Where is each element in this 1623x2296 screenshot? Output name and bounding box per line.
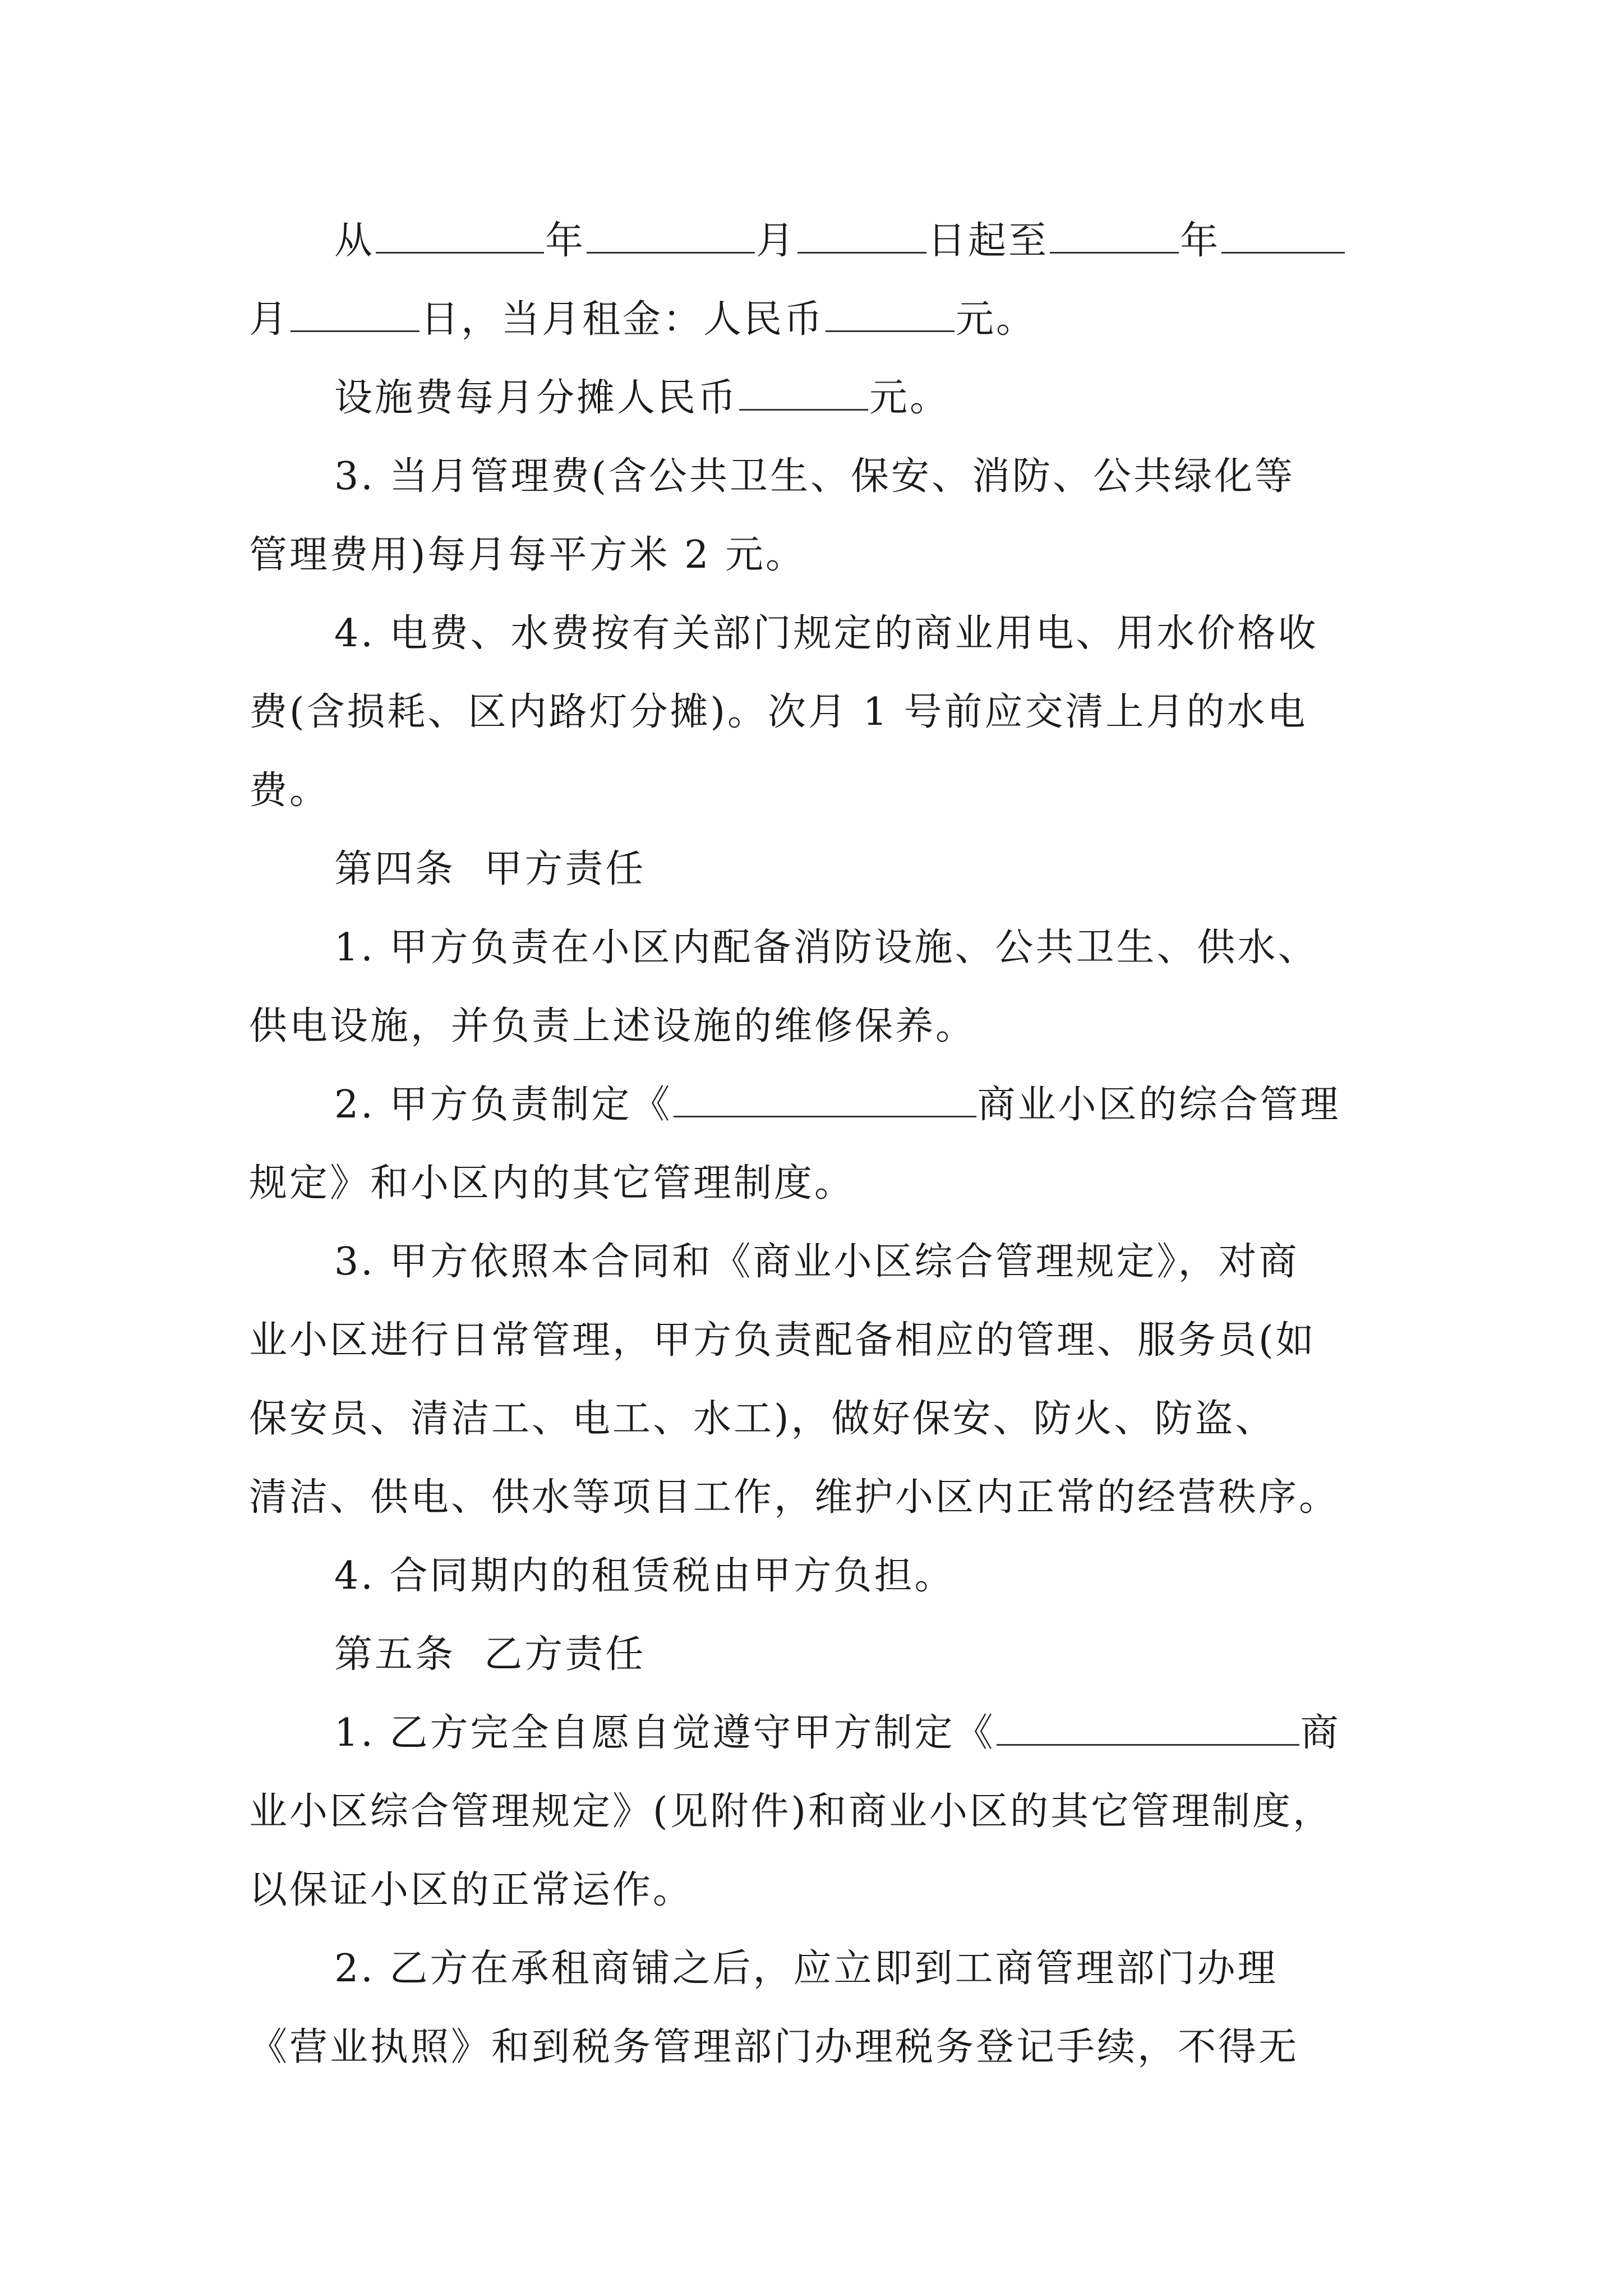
text-segment: 年 <box>1180 219 1221 263</box>
paragraph-line: 以保证小区的正常运作。 <box>249 1868 694 1912</box>
paragraph-line: 规定》和小区内的其它管理制度。 <box>249 1161 855 1205</box>
text-segment: 日起至 <box>928 219 1049 263</box>
rental-period-line <box>334 213 1346 269</box>
text-segment: 日，当月租金：人民币 <box>421 297 825 342</box>
text-segment: 元。 <box>956 297 1037 342</box>
text-segment: 年 <box>545 219 586 263</box>
management-rules-line <box>334 1077 1341 1133</box>
compliance-line <box>334 1705 1341 1761</box>
district-name-blank[interactable] <box>997 1707 1299 1746</box>
paragraph-line: 费。 <box>249 769 330 813</box>
text-segment: 商 <box>1300 1711 1341 1755</box>
rent-amount-blank[interactable] <box>826 293 955 332</box>
paragraph-line: 4. 合同期内的租赁税由甲方负担。 <box>334 1554 955 1598</box>
text-segment: 商业小区的综合管理 <box>977 1083 1341 1127</box>
paragraph-line: 业小区进行日常管理，甲方负责配备相应的管理、服务员(如 <box>249 1318 1316 1363</box>
month-start-blank[interactable] <box>587 215 755 254</box>
text-segment: 月 <box>756 219 797 263</box>
section-heading: 第五条 乙方责任 <box>334 1632 646 1677</box>
paragraph-line: 1. 甲方负责在小区内配备消防设施、公共卫生、供水、 <box>334 926 1318 970</box>
day-start-blank[interactable] <box>797 215 926 254</box>
paragraph-line: 管理费用)每月每平方米 2 元。 <box>249 533 806 577</box>
text-segment: 设施费每月分摊人民币 <box>334 376 739 420</box>
paragraph-line: 4. 电费、水费按有关部门规定的商业用电、用水价格收 <box>334 611 1318 656</box>
paragraph-line: 3. 当月管理费(含公共卫生、保安、消防、公共绿化等 <box>334 454 1295 499</box>
month-end-blank[interactable] <box>1221 215 1345 254</box>
paragraph-line: 2. 乙方在承租商铺之后，应立即到工商管理部门办理 <box>334 1947 1278 1991</box>
paragraph-line: 《营业执照》和到税务管理部门办理税务登记手续，不得无 <box>249 2025 1299 2069</box>
year-end-blank[interactable] <box>1050 215 1179 254</box>
facility-fee-line <box>334 370 950 426</box>
paragraph-line: 费(含损耗、区内路灯分摊)。次月 1 号前应交清上月的水电 <box>249 690 1308 734</box>
text-segment: 1. 乙方完全自愿自觉遵守甲方制定《 <box>334 1711 995 1755</box>
text-segment: 元。 <box>869 376 951 420</box>
year-start-blank[interactable] <box>376 215 544 254</box>
text-segment: 从 <box>334 219 375 263</box>
paragraph-line: 保安员、清洁工、电工、水工)，做好保安、防火、防盗、 <box>249 1397 1276 1441</box>
paragraph-line: 清洁、供电、供水等项目工作，维护小区内正常的经营秩序。 <box>249 1475 1340 1520</box>
paragraph-line: 3. 甲方依照本合同和《商业小区综合管理规定》，对商 <box>334 1240 1299 1284</box>
district-name-blank[interactable] <box>674 1079 976 1117</box>
day-end-blank[interactable] <box>291 293 419 332</box>
rent-amount-line <box>249 292 1036 348</box>
facility-fee-blank[interactable] <box>739 372 868 411</box>
paragraph-line: 供电设施，并负责上述设施的维修保养。 <box>249 1004 976 1048</box>
text-segment: 月 <box>249 297 290 342</box>
paragraph-line: 业小区综合管理规定》(见附件)和商业小区的其它管理制度， <box>249 1789 1334 1834</box>
text-segment: 2. 甲方负责制定《 <box>334 1083 672 1127</box>
section-heading: 第四条 甲方责任 <box>334 847 646 891</box>
